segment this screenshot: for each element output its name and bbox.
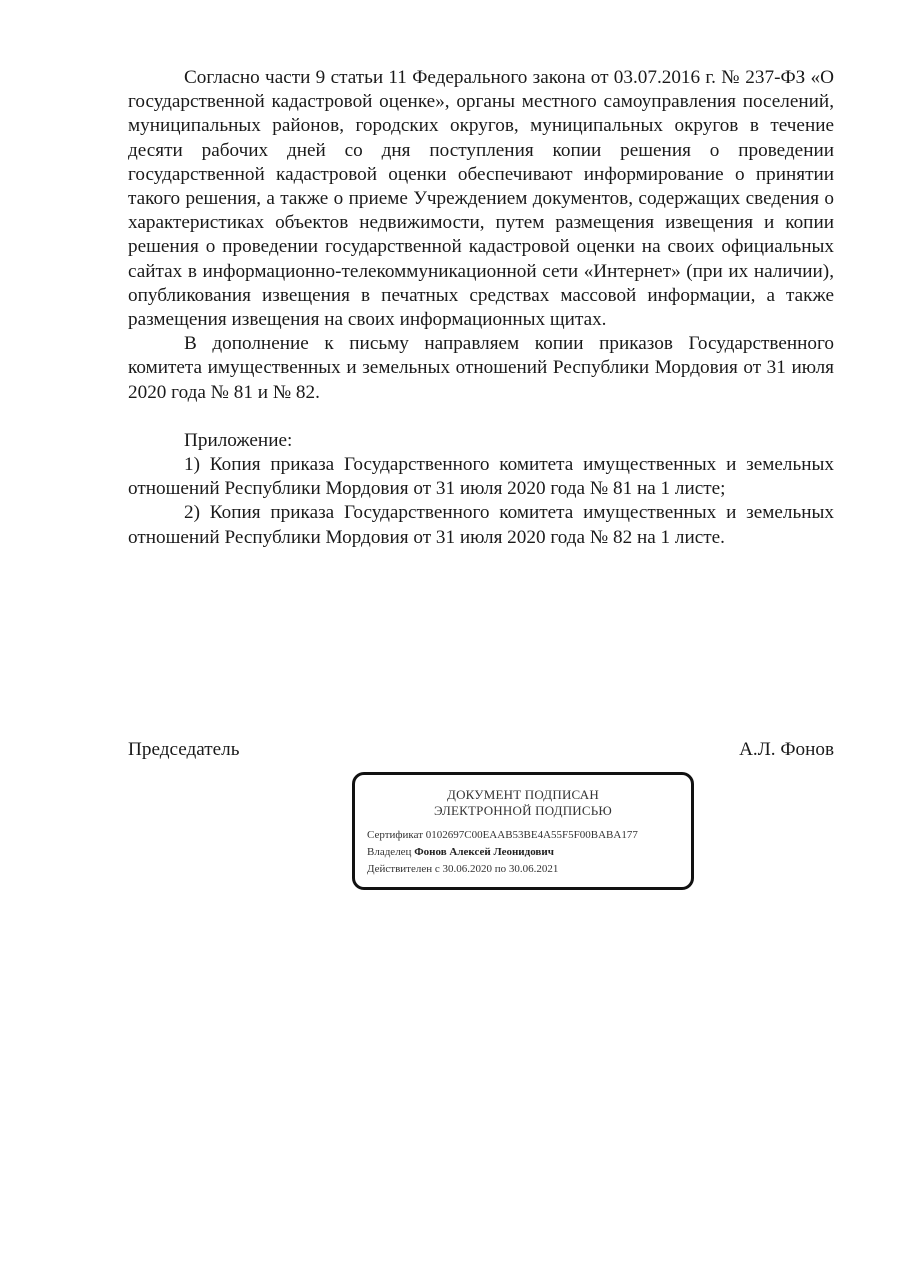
attachments-title: Приложение: bbox=[184, 429, 293, 451]
valid-from: 30.06.2020 bbox=[442, 863, 493, 875]
paragraph-addition: В дополнение к письму направляем копии приказов Государственного комитета имущественных и земельных отношений Республики Мордовия от 31 июля 2020 года № 81 и № 82. bbox=[128, 333, 834, 403]
valid-to-label: по bbox=[494, 863, 507, 875]
stamp-certificate bbox=[355, 827, 691, 844]
paragraph-legal-basis: Согласно части 9 статьи 11 Федерального закона от 03.07.2016 г. № 237-ФЗ «О государственной кадастровой оценке», органы местного самоуправления поселений, муниципальных районов, городских округов, муниципальных округов в течение десяти рабочих дней со дня поступления копии решения о проведении государственной кадастровой оценки обеспечивают информирование о принятии такого решения, а также о приеме Учреждением документов, содержащих сведения о характеристиках объектов недвижимости, путем размещения извещения и копии решения о проведении государственной кадастровой оценки на своих официальных сайтах в информационно-телекоммуникационной сети «Интернет» (при их наличии), опубликования извещения в печатных средствах массовой информации, а также размещения извещения на своих информационных щитах. bbox=[128, 67, 834, 331]
stamp-title bbox=[355, 787, 691, 819]
valid-to: 30.06.2021 bbox=[508, 863, 559, 875]
stamp-owner bbox=[355, 844, 691, 861]
owner-label: Владелец bbox=[367, 846, 412, 858]
stamp-title-line2: ЭЛЕКТРОННОЙ ПОДПИСЬЮ bbox=[434, 803, 612, 818]
attachment-item: 1) Копия приказа Государственного комитета имущественных и земельных отношений Республики Мордовия от 31 июля 2020 года № 81 на 1 листе; bbox=[128, 454, 834, 500]
signer-position: Председатель bbox=[128, 739, 240, 760]
attachment-item: 2) Копия приказа Государственного комитета имущественных и земельных отношений Республики Мордовия от 31 июля 2020 года № 82 на 1 листе. bbox=[128, 502, 834, 548]
stamp-validity bbox=[355, 861, 691, 878]
signer-name: А.Л. Фонов bbox=[739, 739, 834, 760]
certificate-value: 0102697C00EAAB53BE4A55F5F00BABA177 bbox=[425, 829, 638, 841]
valid-label: Действителен bbox=[367, 863, 433, 875]
electronic-signature-stamp bbox=[352, 772, 694, 890]
spacer bbox=[128, 405, 834, 429]
signature-row bbox=[128, 738, 834, 762]
certificate-label: Сертификат bbox=[367, 829, 423, 841]
owner-value: Фонов Алексей Леонидович bbox=[414, 846, 554, 858]
stamp-title-line1: ДОКУМЕНТ ПОДПИСАН bbox=[447, 787, 599, 802]
document-body bbox=[128, 66, 834, 550]
valid-from-label: с bbox=[434, 863, 440, 875]
